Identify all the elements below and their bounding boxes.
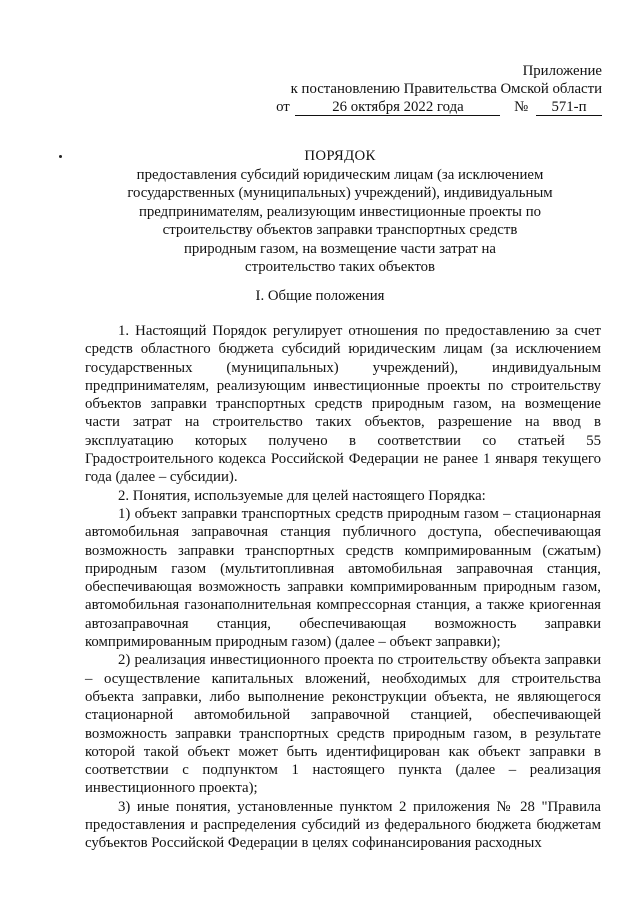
- paragraph: 1. Настоящий Порядок регулирует отношения по предоставлению за счет средств областного бюджета субсидий юридическим лицам (за исключением государственных (муниципальных) учреждений), индивидуальным предпринимателям, реализующим инвестиционные проекты по строительству объектов заправки транспортных средств природным газом, на возмещение части затрат на строительство таких объектов, разрешение на ввод в эксплуатацию которых получено в соответствии со статьей 55 Градостроительного кодекса Российской Федерации не ранее 1 января текущего года (далее – субсидии).: [85, 323, 601, 486]
- title-line: строительство таких объектов: [245, 259, 435, 275]
- appendix-title: Приложение: [522, 63, 602, 79]
- appendix-reference: к постановлению Правительства Омской области: [290, 81, 602, 97]
- paragraph: 2. Понятия, используемые для целей настоящего Порядка:: [118, 487, 486, 504]
- scan-speck: [59, 155, 62, 158]
- appendix-date-line: [276, 98, 602, 116]
- document-title: [80, 147, 600, 277]
- number-label: №: [514, 99, 529, 115]
- section-heading: I. Общие положения: [255, 288, 385, 304]
- title-line: предоставления субсидий юридическим лицам (за исключением: [136, 166, 544, 183]
- title-line: строительству объектов заправки транспортных средств: [162, 222, 518, 238]
- paragraph: 3) иные понятия, установленные пунктом 2 приложения № 28 "Правила предоставления и распределения субсидий из федерального бюджета бюджетам субъектов Российской Федерации в целях софинансирования расходных: [85, 798, 601, 852]
- title-line: государственных (муниципальных) учреждений), индивидуальным: [127, 185, 553, 201]
- paragraph: 1) объект заправки транспортных средств природным газом – стационарная автомобильная заправочная станция публичного доступа, обеспечивающая возможность заправки транспортных средств компримированным (сжатым) природным газом (мультитопливная автомобильная заправочная станция, обеспечивающая возможность заправки компримированным природным газом, автомобильная газонаполнительная компрессорная станция, а также криогенная автозаправочная станция, обеспечивающая возможность заправки компримированным природным газом) (далее – объект заправки);: [85, 505, 601, 651]
- appendix-header: [276, 62, 602, 116]
- document-body: [85, 322, 601, 853]
- decree-number: 571-п: [536, 99, 602, 116]
- decree-date: 26 октября 2022 года: [295, 99, 500, 116]
- title-line: предпринимателям, реализующим инвестиционные проекты по: [138, 203, 542, 220]
- title-heading: ПОРЯДОК: [304, 148, 376, 164]
- title-line: природным газом, на возмещение части затрат на: [183, 240, 496, 257]
- from-label: от: [276, 99, 290, 115]
- paragraph: 2) реализация инвестиционного проекта по строительству объекта заправки – осуществление капитальных вложений, необходимых для строительства объекта заправки, либо выполнение реконструкции объекта, не являющегося стационарной автомобильной заправочной станцией, обеспечивающей возможность заправки транспортных средств природным газом, в результате которой такой объект может быть идентифицирован как объект заправки в соответствии с подпунктом 1 настоящего пункта (далее – реализация инвестиционного проекта);: [85, 652, 601, 797]
